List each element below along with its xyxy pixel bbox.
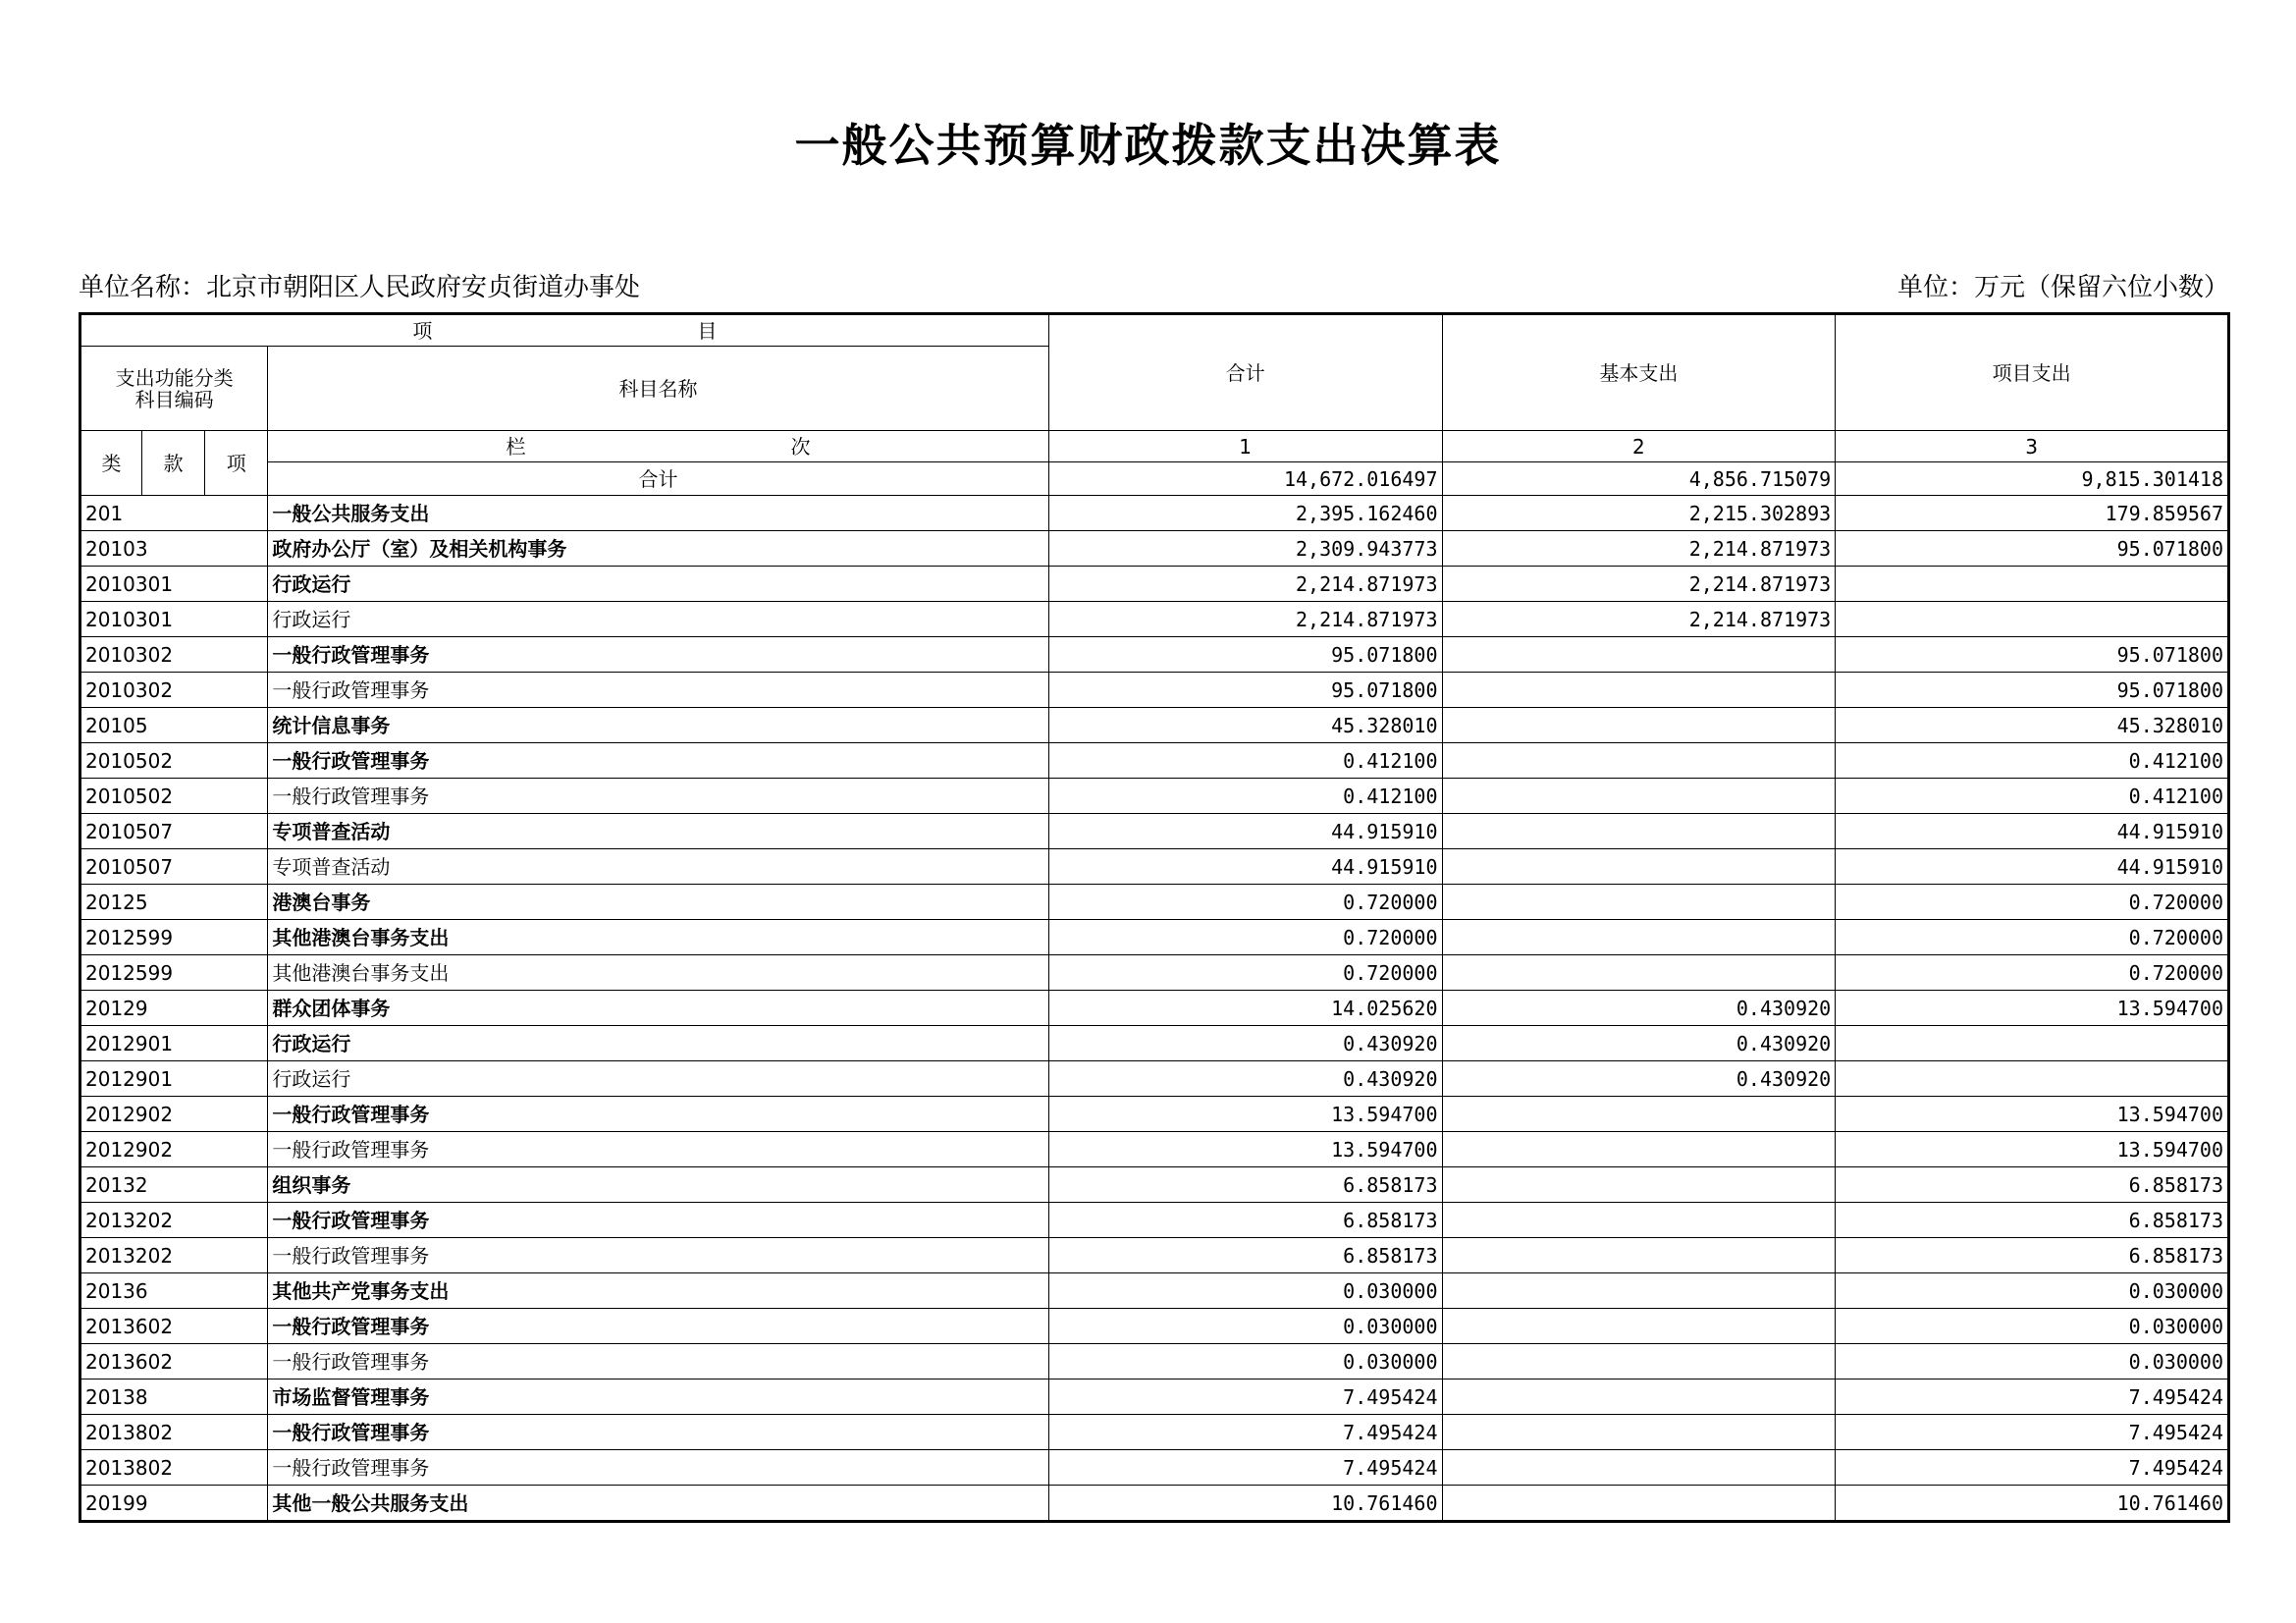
row-code: 2010507: [80, 814, 268, 849]
row-subject-name: 其他共产党事务支出: [268, 1273, 1048, 1309]
row-value-basic: 0.430920: [1442, 991, 1836, 1026]
row-value-project: 0.720000: [1836, 920, 2229, 955]
header-code-label: [80, 347, 268, 431]
header-lan: 栏: [506, 434, 526, 459]
row-value-total: 44.915910: [1048, 814, 1442, 849]
row-value-basic: 2,215.302893: [1442, 496, 1836, 531]
row-code: 20103: [80, 531, 268, 567]
table-row: [80, 1450, 2229, 1486]
row-value-total: 95.071800: [1048, 637, 1442, 673]
row-code: 2013602: [80, 1344, 268, 1380]
row-subject-name: 一般行政管理事务: [268, 1238, 1048, 1273]
row-value-basic: [1442, 1486, 1836, 1522]
row-value-total: 0.720000: [1048, 885, 1442, 920]
row-code: 2010507: [80, 849, 268, 885]
row-value-project: 0.030000: [1836, 1344, 2229, 1380]
row-value-project: 95.071800: [1836, 531, 2229, 567]
row-value-basic: 2,214.871973: [1442, 602, 1836, 637]
page-title: 一般公共预算财政拨款支出决算表: [794, 119, 1502, 172]
row-value-total: 0.030000: [1048, 1273, 1442, 1309]
table-row: [80, 1203, 2229, 1238]
row-value-total: 6.858173: [1048, 1167, 1442, 1203]
row-subject-name: 一般行政管理事务: [268, 1344, 1048, 1380]
row-value-basic: [1442, 1203, 1836, 1238]
row-code: 2012599: [80, 955, 268, 991]
row-code: 2013802: [80, 1415, 268, 1450]
row-subject-name: 其他港澳台事务支出: [268, 920, 1048, 955]
table-row: [80, 779, 2229, 814]
row-subject-name: 专项普查活动: [268, 814, 1048, 849]
table-row: [80, 1238, 2229, 1273]
row-subject-name: 一般行政管理事务: [268, 1309, 1048, 1344]
header-col-no-1: 1: [1048, 431, 1442, 462]
row-code: 2010301: [80, 602, 268, 637]
header-xiang: 项: [205, 431, 268, 496]
row-value-project: 7.495424: [1836, 1380, 2229, 1415]
row-value-project: 13.594700: [1836, 991, 2229, 1026]
table-row: [80, 1415, 2229, 1450]
header-col-total: 合计: [1048, 314, 1442, 431]
table-row: [80, 1026, 2229, 1061]
expenditure-table: [79, 312, 2230, 1523]
row-subject-name: 一般行政管理事务: [268, 1203, 1048, 1238]
row-subject-name: 其他港澳台事务支出: [268, 955, 1048, 991]
row-subject-name: 统计信息事务: [268, 708, 1048, 743]
row-code: 2010502: [80, 779, 268, 814]
table-row: [80, 1097, 2229, 1132]
row-value-basic: [1442, 673, 1836, 708]
row-code: 2012599: [80, 920, 268, 955]
row-subject-name: 组织事务: [268, 1167, 1048, 1203]
row-value-project: [1836, 1026, 2229, 1061]
table-row: [80, 1380, 2229, 1415]
row-value-total: 0.430920: [1048, 1061, 1442, 1097]
table-row: [80, 531, 2229, 567]
header-lanci: [268, 431, 1048, 462]
table-row: [80, 673, 2229, 708]
row-value-project: 7.495424: [1836, 1415, 2229, 1450]
row-value-total: 2,214.871973: [1048, 602, 1442, 637]
row-code: 2010301: [80, 567, 268, 602]
row-subject-name: 行政运行: [268, 567, 1048, 602]
row-value-total: 6.858173: [1048, 1203, 1442, 1238]
row-subject-name: 行政运行: [268, 1026, 1048, 1061]
row-value-total: 0.412100: [1048, 743, 1442, 779]
row-value-total: 2,214.871973: [1048, 567, 1442, 602]
row-value-total: 2,395.162460: [1048, 496, 1442, 531]
row-value-basic: [1442, 849, 1836, 885]
table-row: [80, 1309, 2229, 1344]
row-value-total: 0.720000: [1048, 920, 1442, 955]
row-subject-name: 一般行政管理事务: [268, 1132, 1048, 1167]
row-code: 20125: [80, 885, 268, 920]
row-code: 2013802: [80, 1450, 268, 1486]
row-value-total: 0.720000: [1048, 955, 1442, 991]
row-value-basic: [1442, 920, 1836, 955]
row-code: 2012901: [80, 1061, 268, 1097]
row-subject-name: 一般行政管理事务: [268, 779, 1048, 814]
row-value-basic: [1442, 1238, 1836, 1273]
header-lei: 类: [80, 431, 142, 496]
row-value-project: 10.761460: [1836, 1486, 2229, 1522]
table-row: [80, 743, 2229, 779]
row-value-basic: [1442, 1167, 1836, 1203]
row-subject-name: 一般行政管理事务: [268, 673, 1048, 708]
row-subject-name: 一般行政管理事务: [268, 1450, 1048, 1486]
row-value-basic: [1442, 1273, 1836, 1309]
row-value-basic: [1442, 814, 1836, 849]
row-code: 2013202: [80, 1203, 268, 1238]
row-value-basic: [1442, 1344, 1836, 1380]
row-code: 2013202: [80, 1238, 268, 1273]
unit-note: 单位：万元（保留六位小数）: [1896, 273, 2229, 302]
total-value-total: 14,672.016497: [1048, 462, 1442, 496]
row-subject-name: 市场监督管理事务: [268, 1380, 1048, 1415]
row-value-project: 0.720000: [1836, 885, 2229, 920]
table-row: [80, 849, 2229, 885]
header-code-label-line2: 科目编码: [134, 387, 214, 411]
table-row: [80, 1344, 2229, 1380]
table-row: [80, 885, 2229, 920]
row-code: 2010302: [80, 673, 268, 708]
table-row: [80, 955, 2229, 991]
row-value-total: 0.030000: [1048, 1344, 1442, 1380]
row-value-total: 13.594700: [1048, 1097, 1442, 1132]
row-value-basic: [1442, 1380, 1836, 1415]
row-value-project: 0.412100: [1836, 743, 2229, 779]
row-subject-name: 一般行政管理事务: [268, 1415, 1048, 1450]
row-subject-name: 一般行政管理事务: [268, 1097, 1048, 1132]
header-subject-name: 科目名称: [268, 347, 1048, 431]
row-value-basic: 2,214.871973: [1442, 531, 1836, 567]
row-value-project: [1836, 602, 2229, 637]
row-value-basic: [1442, 1097, 1836, 1132]
row-value-total: 10.761460: [1048, 1486, 1442, 1522]
header-item: [80, 314, 1049, 347]
row-code: 20132: [80, 1167, 268, 1203]
row-subject-name: 政府办公厅（室）及相关机构事务: [268, 531, 1048, 567]
header-col-no-3: 3: [1836, 431, 2229, 462]
table-row: [80, 920, 2229, 955]
row-value-total: 95.071800: [1048, 673, 1442, 708]
unit-name: 单位名称：北京市朝阳区人民政府安贞街道办事处: [79, 273, 641, 302]
table-row: [80, 637, 2229, 673]
table-row: [80, 991, 2229, 1026]
row-value-total: 14.025620: [1048, 991, 1442, 1026]
header-code-label-line1: 支出功能分类: [115, 365, 234, 390]
row-value-project: 0.720000: [1836, 955, 2229, 991]
row-code: 20136: [80, 1273, 268, 1309]
row-value-basic: [1442, 955, 1836, 991]
total-value-basic: 4,856.715079: [1442, 462, 1836, 496]
table-row: [80, 602, 2229, 637]
table-row: [80, 708, 2229, 743]
row-value-project: 0.030000: [1836, 1273, 2229, 1309]
row-value-total: 0.412100: [1048, 779, 1442, 814]
row-subject-name: 港澳台事务: [268, 885, 1048, 920]
row-value-project: 6.858173: [1836, 1238, 2229, 1273]
row-value-project: [1836, 567, 2229, 602]
header-item-right: 目: [697, 318, 718, 343]
row-code: 2012901: [80, 1026, 268, 1061]
table-row: [80, 1167, 2229, 1203]
row-subject-name: 群众团体事务: [268, 991, 1048, 1026]
row-subject-name: 行政运行: [268, 602, 1048, 637]
row-value-project: 6.858173: [1836, 1203, 2229, 1238]
row-value-total: 7.495424: [1048, 1380, 1442, 1415]
row-value-project: 0.030000: [1836, 1309, 2229, 1344]
table-row: [80, 1061, 2229, 1097]
row-value-basic: [1442, 779, 1836, 814]
header-col-no-2: 2: [1442, 431, 1836, 462]
row-value-basic: 2,214.871973: [1442, 567, 1836, 602]
row-value-project: 44.915910: [1836, 814, 2229, 849]
row-code: 2012902: [80, 1097, 268, 1132]
row-code: 20129: [80, 991, 268, 1026]
row-subject-name: 一般行政管理事务: [268, 743, 1048, 779]
header-ci: 次: [790, 434, 811, 459]
row-value-project: 44.915910: [1836, 849, 2229, 885]
row-value-basic: [1442, 1450, 1836, 1486]
row-value-total: 13.594700: [1048, 1132, 1442, 1167]
header-item-left: 项: [412, 318, 433, 343]
row-value-total: 44.915910: [1048, 849, 1442, 885]
row-code: 201: [80, 496, 268, 531]
row-value-total: 0.030000: [1048, 1309, 1442, 1344]
row-value-project: 13.594700: [1836, 1097, 2229, 1132]
row-subject-name: 其他一般公共服务支出: [268, 1486, 1048, 1522]
row-value-basic: [1442, 708, 1836, 743]
header-total-label: 合计: [268, 462, 1048, 496]
row-value-total: 45.328010: [1048, 708, 1442, 743]
row-value-project: 6.858173: [1836, 1167, 2229, 1203]
row-value-project: 95.071800: [1836, 673, 2229, 708]
table-row: [80, 1132, 2229, 1167]
row-subject-name: 专项普查活动: [268, 849, 1048, 885]
row-value-project: 45.328010: [1836, 708, 2229, 743]
row-code: 20199: [80, 1486, 268, 1522]
row-value-basic: [1442, 1415, 1836, 1450]
row-value-basic: [1442, 1132, 1836, 1167]
total-value-project: 9,815.301418: [1836, 462, 2229, 496]
row-value-basic: 0.430920: [1442, 1026, 1836, 1061]
row-value-project: 7.495424: [1836, 1450, 2229, 1486]
row-value-project: 95.071800: [1836, 637, 2229, 673]
table-row: [80, 814, 2229, 849]
table-row: [80, 1273, 2229, 1309]
row-subject-name: 一般行政管理事务: [268, 637, 1048, 673]
row-value-basic: [1442, 1309, 1836, 1344]
row-code: 2010502: [80, 743, 268, 779]
table-row: [80, 496, 2229, 531]
row-value-project: 13.594700: [1836, 1132, 2229, 1167]
row-value-basic: [1442, 743, 1836, 779]
row-value-basic: 0.430920: [1442, 1061, 1836, 1097]
row-value-total: 2,309.943773: [1048, 531, 1442, 567]
header-col-project: 项目支出: [1836, 314, 2229, 431]
row-value-project: 0.412100: [1836, 779, 2229, 814]
row-value-total: 6.858173: [1048, 1238, 1442, 1273]
table-row: [80, 567, 2229, 602]
header-kuan: 款: [142, 431, 205, 496]
row-code: 2013602: [80, 1309, 268, 1344]
row-value-total: 7.495424: [1048, 1415, 1442, 1450]
row-code: 20105: [80, 708, 268, 743]
row-code: 2010302: [80, 637, 268, 673]
row-subject-name: 一般公共服务支出: [268, 496, 1048, 531]
header-col-basic: 基本支出: [1442, 314, 1836, 431]
row-code: 2012902: [80, 1132, 268, 1167]
row-value-project: [1836, 1061, 2229, 1097]
row-value-total: 0.430920: [1048, 1026, 1442, 1061]
row-value-basic: [1442, 637, 1836, 673]
row-value-basic: [1442, 885, 1836, 920]
row-value-total: 7.495424: [1048, 1450, 1442, 1486]
table-row: [80, 1486, 2229, 1522]
row-value-project: 179.859567: [1836, 496, 2229, 531]
row-code: 20138: [80, 1380, 268, 1415]
row-subject-name: 行政运行: [268, 1061, 1048, 1097]
